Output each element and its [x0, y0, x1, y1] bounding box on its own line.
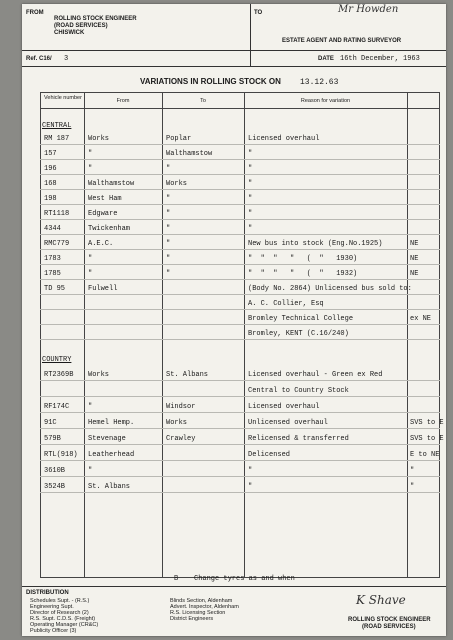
date-label: DATE: [318, 56, 334, 62]
col-from-header: From: [116, 98, 130, 104]
ref-label: Ref. C16/: [26, 56, 52, 62]
reason-text: Bromley Technical College: [248, 315, 354, 323]
to-location: Works: [166, 419, 188, 427]
distribution-footer: [22, 586, 446, 636]
distribution-entry: Schedules Supt. - (R.S.): [30, 598, 90, 604]
vehicle-number: RT1118: [44, 210, 70, 218]
form-title: VARIATIONS IN ROLLING STOCK ON: [140, 77, 281, 86]
distribution-entry: R.S. Supt. C.D.S. (Freight): [30, 616, 96, 622]
distribution-entry: Advert. Inspector, Aldenham: [170, 604, 239, 610]
reason-text: ": [248, 195, 253, 203]
vehicle-number: 1785: [44, 270, 61, 278]
distribution-entry: Publicity Officer (3): [30, 628, 77, 634]
from-location: Works: [88, 135, 110, 143]
to-location: Walthamstow: [166, 150, 213, 158]
reason-text: Central to Country Stock: [248, 387, 349, 395]
reason-text: ": [248, 467, 253, 475]
footnote-mark: B: [174, 575, 179, 583]
vehicle-number: 3610B: [44, 467, 66, 475]
memo-header: [22, 4, 446, 67]
reason-text: Delicensed: [248, 451, 291, 459]
from-line2: (ROAD SERVICES): [54, 23, 108, 29]
vehicle-number: RT2369B: [44, 371, 74, 379]
section-central: CENTRAL: [42, 122, 72, 130]
reason-text: Licensed overhaul: [248, 135, 320, 143]
to-location: ": [166, 270, 171, 278]
to-location: St. Albans: [166, 371, 209, 379]
to-location: ": [166, 255, 171, 263]
col-to-header: To: [200, 98, 206, 104]
reason-text: Licensed overhaul: [248, 403, 320, 411]
from-location: Leatherhead: [88, 451, 135, 459]
to-location: Works: [166, 180, 188, 188]
title-date: 13.12.63: [300, 78, 339, 87]
date-value: 16th December, 1963: [340, 55, 420, 63]
distribution-entry: R.S. Licensing Section: [170, 610, 226, 616]
vehicle-number: 579B: [44, 435, 61, 443]
reason-text: " " " " ( " 1930): [248, 255, 358, 263]
reason-text: (Body No. 2864) Unlicensed bus sold to:: [248, 285, 412, 293]
vehicle-number: 91C: [44, 419, 57, 427]
vehicle-number: 4344: [44, 225, 61, 233]
vehicle-number: RTL(918): [44, 451, 78, 459]
reason-text: ": [248, 150, 253, 158]
stock-code: ": [410, 483, 415, 491]
stock-code: SVS to E: [410, 435, 444, 443]
stock-code: ex NE: [410, 315, 432, 323]
stock-code: NE: [410, 255, 419, 263]
vehicle-number: 168: [44, 180, 57, 188]
signature: K Shave: [356, 593, 406, 607]
col-vehicle-header: Vehicle number: [44, 95, 82, 101]
distribution-entry: Director of Research (2): [30, 610, 89, 616]
from-line1: ROLLING STOCK ENGINEER: [54, 16, 137, 22]
from-location: St. Albans: [88, 483, 131, 491]
handwritten-addressee: Mr Howden: [338, 4, 399, 15]
from-line3: CHISWICK: [54, 30, 85, 36]
reason-text: ": [248, 225, 253, 233]
vehicle-number: 198: [44, 195, 57, 203]
to-location: Poplar: [166, 135, 192, 143]
section-country: COUNTRY: [42, 356, 72, 364]
reason-text: Bromley, KENT (C.16/240): [248, 330, 349, 338]
vehicle-number: 3524B: [44, 483, 66, 491]
from-label: FROM: [26, 10, 44, 16]
stock-code: E to NE: [410, 451, 440, 459]
signoff-line1: ROLLING STOCK ENGINEER: [348, 617, 431, 623]
reason-text: A. C. Collier, Esq: [248, 300, 324, 308]
to-location: Windsor: [166, 403, 196, 411]
to-location: ": [166, 240, 171, 248]
from-location: Edgware: [88, 210, 118, 218]
vehicle-number: TD 95: [44, 285, 66, 293]
to-location: ": [166, 165, 171, 173]
from-location: ": [88, 150, 93, 158]
from-location: ": [88, 165, 93, 173]
vehicle-number: RF174C: [44, 403, 70, 411]
reason-text: ": [248, 210, 253, 218]
reason-text: " " " " ( " 1932): [248, 270, 358, 278]
to-label: TO: [254, 10, 263, 16]
stock-code: NE: [410, 240, 419, 248]
to-location: Crawley: [166, 435, 196, 443]
reason-text: Licensed overhaul - Green ex Red: [248, 371, 383, 379]
distribution-entry: District Engineers: [170, 616, 214, 622]
from-location: ": [88, 467, 93, 475]
from-location: Hemel Hemp.: [88, 419, 135, 427]
vehicle-number: 157: [44, 150, 57, 158]
stock-code: SVS to E: [410, 419, 444, 427]
from-location: West Ham: [88, 195, 122, 203]
stock-code: ": [410, 467, 415, 475]
vehicle-number: RMC779: [44, 240, 70, 248]
distribution-entry: Operating Manager (CR&C): [30, 622, 99, 628]
from-location: Twickenham: [88, 225, 131, 233]
from-location: Walthamstow: [88, 180, 135, 188]
distribution-label: DISTRIBUTION: [26, 590, 69, 596]
from-location: ": [88, 255, 93, 263]
from-location: Works: [88, 371, 110, 379]
signoff-line2: (ROAD SERVICES): [362, 624, 416, 630]
to-location: ": [166, 210, 171, 218]
reason-text: ": [248, 483, 253, 491]
to-location: ": [166, 225, 171, 233]
vehicle-number: 196: [44, 165, 57, 173]
to-location: ": [166, 195, 171, 203]
reason-text: Relicensed & transferred: [248, 435, 349, 443]
vehicle-number: RM 187: [44, 135, 70, 143]
document-page: [22, 4, 446, 636]
footnote-text: Change tyres as and when: [194, 575, 295, 583]
reason-text: Unlicensed overhaul: [248, 419, 328, 427]
distribution-entry: Blinds Section, Aldenham: [170, 598, 233, 604]
from-location: Stevenage: [88, 435, 126, 443]
variations-table: [40, 92, 440, 578]
reason-text: New bus into stock (Eng.No.1925): [248, 240, 383, 248]
vehicle-number: 1783: [44, 255, 61, 263]
ref-value: 3: [64, 55, 69, 63]
from-location: Fulwell: [88, 285, 118, 293]
stock-code: NE: [410, 270, 419, 278]
reason-text: ": [248, 180, 253, 188]
from-location: A.E.C.: [88, 240, 114, 248]
distribution-entry: Engineering Supt.: [30, 604, 74, 610]
to-line1: ESTATE AGENT AND RATING SURVEYOR: [282, 38, 402, 44]
from-location: ": [88, 403, 93, 411]
from-location: ": [88, 270, 93, 278]
col-reason-header: Reason for variation: [300, 98, 351, 104]
reason-text: ": [248, 165, 253, 173]
